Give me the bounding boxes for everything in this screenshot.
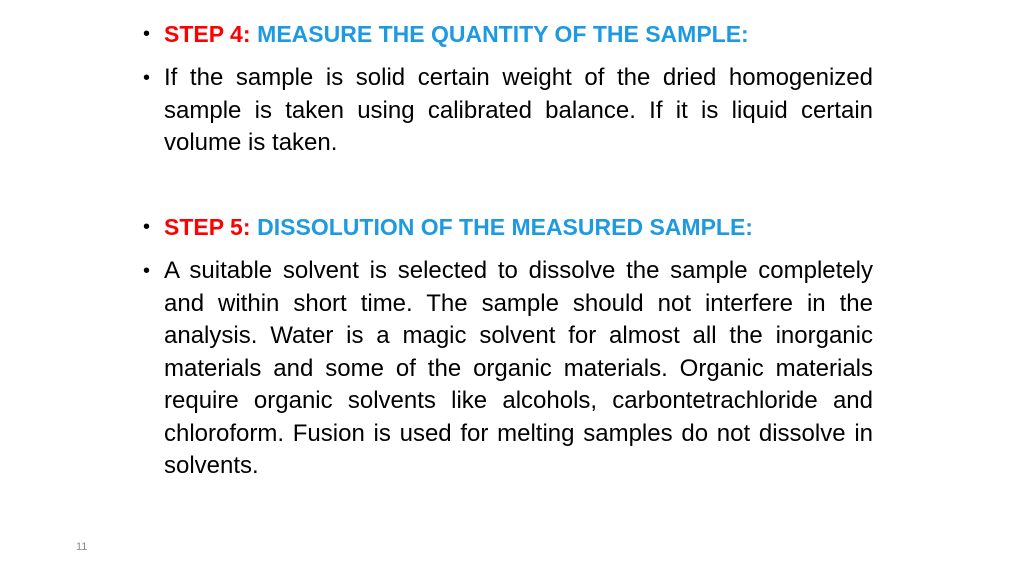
bullet-icon: • [143,260,151,282]
step-4-heading-text [164,18,873,52]
step-5-title: DISSOLUTION OF THE MEASURED SAMPLE: [257,214,753,240]
step-4-label: STEP 4: [164,21,251,47]
step-4-title: MEASURE THE QUANTITY OF THE SAMPLE: [257,21,749,47]
step-5-body [143,255,873,483]
page-number: 11 [76,541,88,553]
step-5-body-text: A suitable solvent is selected to dissolve the sample completely and within short time. The sample should not interfere in the analysis. Water is a magic solvent for almost all the inorganic materials and some of the organic materials. Organic materials require organic solvents like alcohols, carbontetrachloride and chloroform. Fusion is used for melting samples do not dissolve in solvents. [164,257,873,479]
step-5-heading-text [164,211,873,245]
step-4-heading [143,18,873,52]
step-4-body-text: If the sample is solid certain weight of the dried homogenized sample is taken using calibrated balance. If it is liquid certain volume is taken. [164,64,873,156]
bullet-icon: • [143,216,151,238]
step-5-heading [143,211,873,245]
step-4-body [143,62,873,160]
bullet-icon: • [143,67,151,89]
step-5-label: STEP 5: [164,214,251,240]
bullet-icon: • [143,23,151,45]
